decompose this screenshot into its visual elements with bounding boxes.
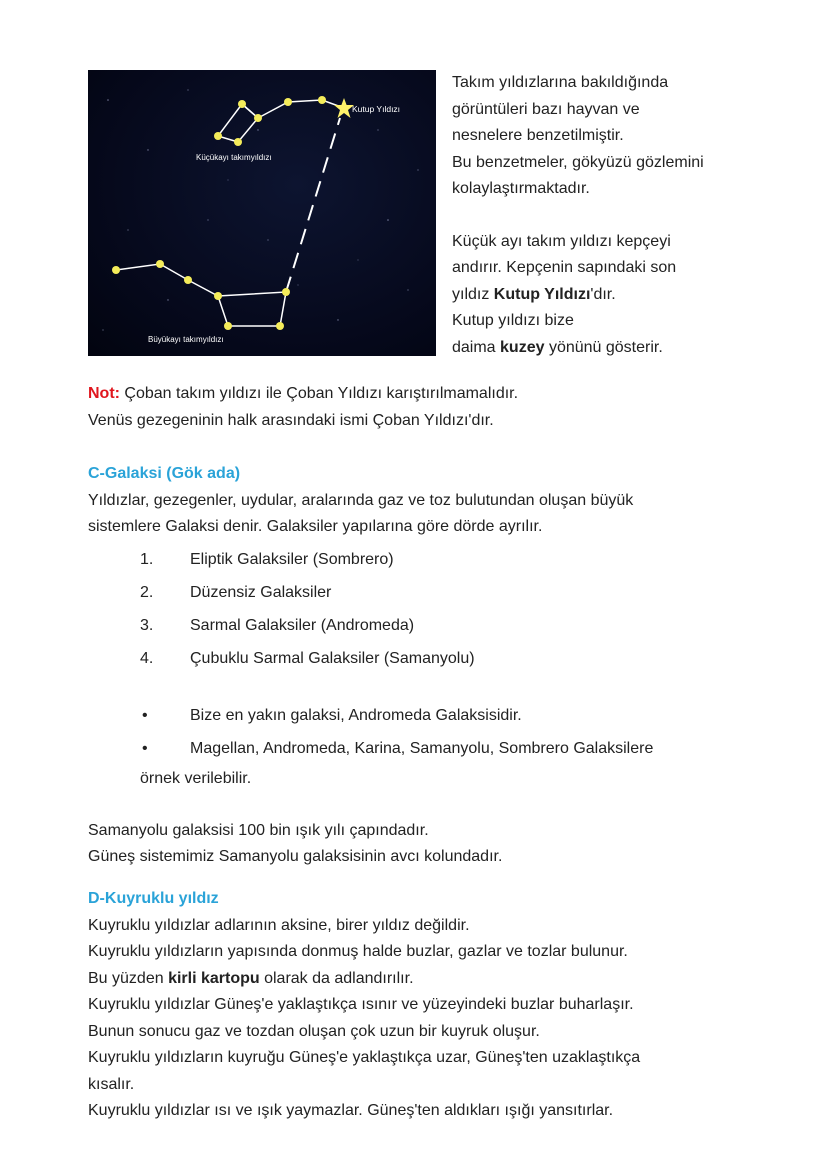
list-text: Sarmal Galaksiler (Andromeda) [190, 616, 415, 634]
big-dipper-label: Büyükayı takımyıldızı [148, 335, 224, 344]
pointer-line [286, 118, 340, 292]
text-span: 'dır. [590, 285, 616, 303]
galaxy-facts-bullets [88, 703, 758, 792]
note-block [88, 381, 758, 434]
constellation-description [452, 70, 782, 361]
text-line: sistemlere Galaksi denir. Galaksiler yapılarına göre dörde ayrılır. [88, 518, 543, 535]
text-line: Kuyruklu yıldızlar ısı ve ışık yaymazlar. Güneş'ten aldıkları ışığı yansıtırlar. [88, 1102, 614, 1119]
star [318, 96, 326, 104]
list-text: Düzensiz Galaksiler [190, 583, 332, 601]
text-line: görüntüleri bazı hayvan ve [452, 100, 640, 118]
bullet-icon: • [142, 706, 148, 724]
text-line: Takım yıldızlarına bakıldığında [452, 74, 669, 91]
galaxy-types-list [88, 547, 758, 679]
background-stars [102, 89, 418, 330]
text-line: Samanyolu galaksisi 100 bin ışık yılı çapındadır. [88, 821, 429, 839]
text-span: olarak da adlandırılır. [259, 969, 414, 987]
note-line [88, 381, 758, 408]
star [214, 292, 222, 300]
text-line: Yıldızlar, gezegenler, uydular, aralarında gaz ve toz bulutundan oluşan büyük [88, 491, 634, 509]
list-item [88, 580, 758, 613]
text-line [452, 335, 782, 362]
text-line: kolaylaştırmaktadır. [452, 180, 590, 197]
galaxy-section [88, 461, 758, 871]
list-text: Çubuklu Sarmal Galaksiler (Samanyolu) [190, 649, 475, 667]
text-span: Çoban takım yıldızı ile Çoban Yıldızı karıştırılmamalıdır. [119, 385, 519, 402]
star [112, 266, 120, 274]
big-dipper-lines [116, 264, 286, 326]
constellation-image [88, 70, 436, 356]
polaris-label: Kutup Yıldızı [352, 104, 401, 114]
bullet-item [88, 736, 758, 792]
text-line: Güneş sistemimiz Samanyolu galaksisinin avcı kolundadır. [88, 848, 503, 865]
little-dipper-lines [218, 100, 344, 142]
star [224, 322, 232, 330]
list-item [88, 547, 758, 580]
bullet-icon: • [142, 739, 148, 757]
text-span: yıldız [452, 285, 494, 303]
bold-term: kirli kartopu [168, 969, 260, 987]
star [214, 132, 222, 140]
list-text: Eliptik Galaksiler (Sombrero) [190, 550, 394, 568]
text-line: Kutup yıldızı bize [452, 312, 574, 329]
star [184, 276, 192, 284]
note-label: Not: [88, 385, 120, 402]
text-line: Bunun sonucu gaz ve tozdan oluşan çok uzun bir kuyruk oluşur. [88, 1022, 540, 1040]
text-line: andırır. Kepçenin sapındaki son [452, 259, 677, 276]
star [276, 322, 284, 330]
text-line [452, 282, 782, 309]
text-span: yönünü gösterir. [544, 338, 663, 356]
text-line: nesnelere benzetilmiştir. [452, 127, 624, 144]
polaris-star-icon [334, 98, 354, 118]
little-dipper-label: Küçükayı takımyıldızı [196, 153, 272, 162]
text-span: daima [452, 338, 501, 356]
comet-section [88, 886, 758, 1125]
text-line: Kuyruklu yıldızlar adlarının aksine, birer yıldız değildir. [88, 916, 470, 934]
constellation-stars [112, 96, 326, 330]
list-number: 4. [140, 649, 154, 667]
text-line: Kuyruklu yıldızların kuyruğu Güneş'e yaklaştıkça uzar, Güneş'ten uzaklaştıkça [88, 1049, 641, 1066]
star [156, 260, 164, 268]
section-heading: D-Kuyruklu yıldız [88, 890, 219, 907]
list-item [88, 646, 758, 679]
bold-term: kuzey [500, 338, 545, 356]
star [234, 138, 242, 146]
note-line: Venüs gezegeninin halk arasındaki ismi Çoban Yıldızı'dır. [88, 411, 494, 429]
text-line: Bu benzetmeler, gökyüzü gözlemini [452, 153, 704, 171]
star [254, 114, 262, 122]
list-number: 1. [140, 550, 154, 568]
section-heading: C-Galaksi (Gök ada) [88, 465, 241, 482]
star [284, 98, 292, 106]
bold-term: Kutup Yıldızı [493, 285, 591, 303]
text-line: Kuyruklu yıldızların yapısında donmuş halde buzlar, gazlar ve tozlar bulunur. [88, 943, 628, 960]
text-line: Küçük ayı takım yıldızı kepçeyi [452, 232, 671, 250]
star [238, 100, 246, 108]
text-line: Kuyruklu yıldızlar Güneş'e yaklaştıkça ısınır ve yüzeyindeki buzlar buharlaşır. [88, 996, 634, 1013]
bullet-text: Magellan, Andromeda, Karina, Samanyolu, Sombrero Galaksilere [190, 739, 654, 757]
star [282, 288, 290, 296]
bullet-text: Bize en yakın galaksi, Andromeda Galaksisidir. [190, 706, 522, 724]
text-span: Bu yüzden [88, 969, 169, 987]
text-line: kısalır. [88, 1075, 135, 1093]
text-line [88, 966, 758, 993]
list-item [88, 613, 758, 646]
list-number: 2. [140, 583, 154, 601]
list-number: 3. [140, 616, 154, 634]
bullet-text-continued: örnek verilebilir. [140, 769, 252, 787]
constellation-svg [88, 70, 436, 356]
bullet-item [88, 703, 758, 736]
